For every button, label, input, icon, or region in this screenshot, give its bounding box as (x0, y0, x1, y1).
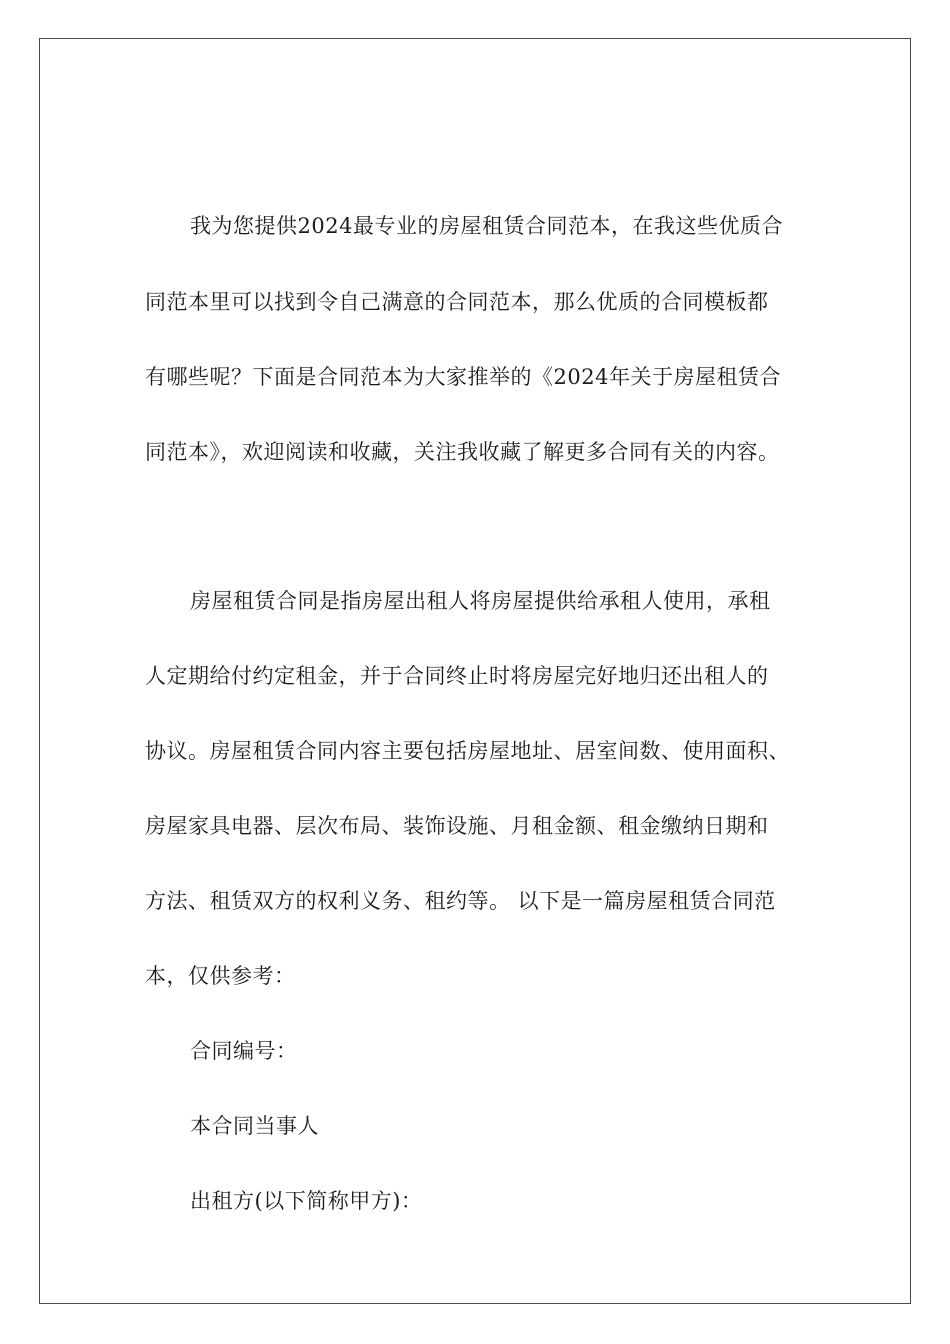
definition-line-4: 房屋家具电器、层次布局、装饰设施、月租金额、租金缴纳日期和 (145, 814, 769, 838)
intro-line-4: 同范本》，欢迎阅读和收藏，关注我收藏了解更多合同有关的内容。 (145, 440, 780, 464)
definition-line-1: 房屋租赁合同是指房屋出租人将房屋提供给承租人使用，承租 (190, 589, 771, 613)
intro-line-3: 有哪些呢？下面是合同范本为大家推举的《2024年关于房屋租赁合 (145, 365, 781, 389)
contract-number-label: 合同编号： (190, 1039, 298, 1063)
parties-heading: 本合同当事人 (190, 1114, 319, 1138)
intro-line-1: 我为您提供2024最专业的房屋租赁合同范本，在我这些优质合 (190, 214, 783, 238)
definition-line-3: 协议。房屋租赁合同内容主要包括房屋地址、居室间数、使用面积、 (145, 739, 790, 763)
definition-line-5: 方法、租赁双方的权利义务、租约等。 以下是一篇房屋租赁合同范 (145, 889, 776, 913)
lessor-label: 出租方(以下简称甲方)： (190, 1189, 423, 1213)
definition-line-6: 本，仅供参考： (145, 964, 296, 988)
intro-line-2: 同范本里可以找到令自己满意的合同范本，那么优质的合同模板都 (145, 290, 769, 314)
definition-line-2: 人定期给付约定租金，并于合同终止时将房屋完好地归还出租人的 (145, 664, 769, 688)
